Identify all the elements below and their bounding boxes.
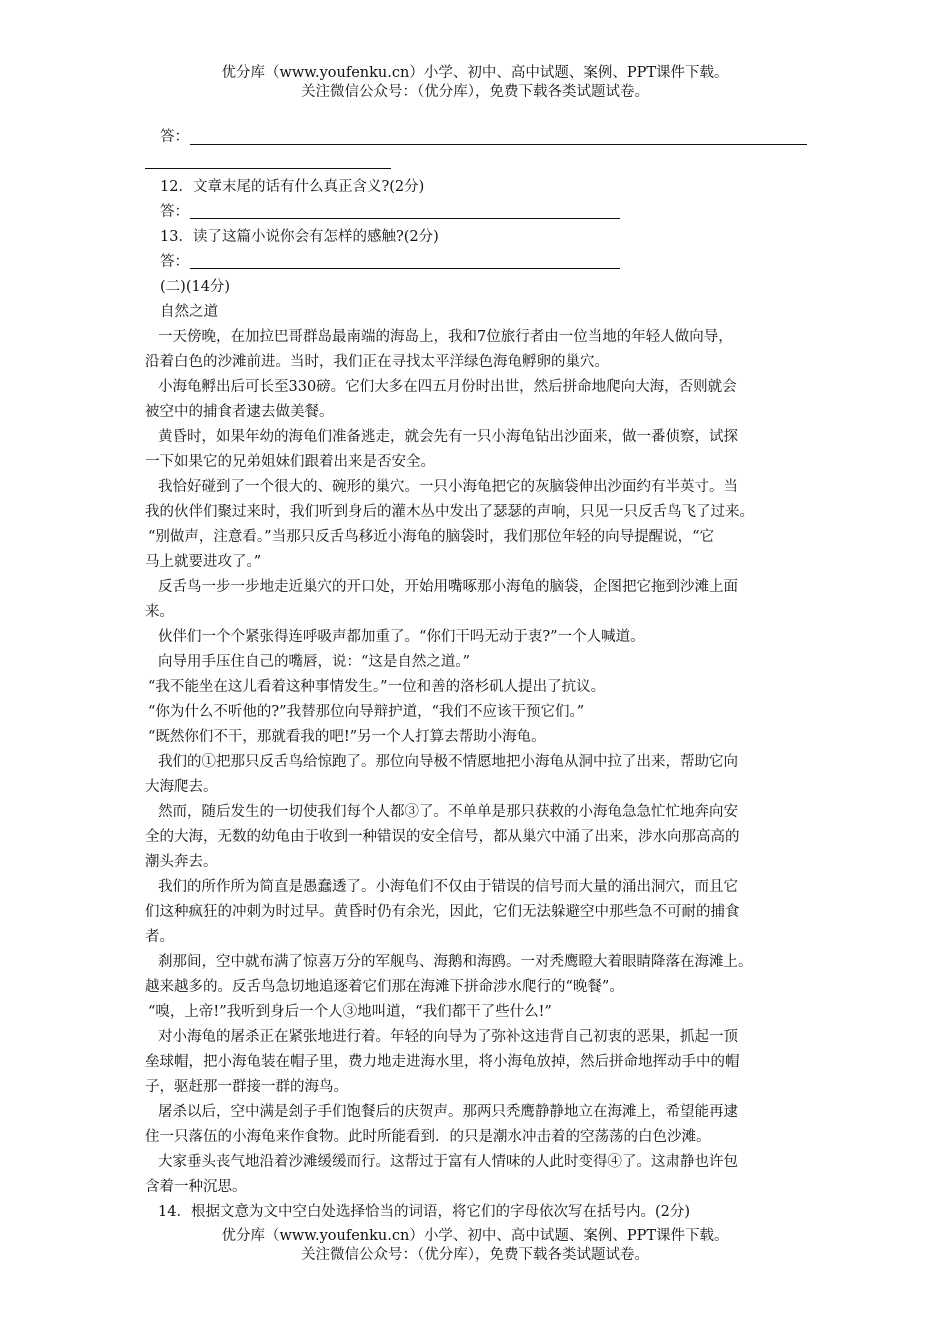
body-line: 者。 xyxy=(145,929,174,945)
footer-line-1: 优分库（www.youfenku.cn）小学、初中、高中试题、案例、PPT课件下载。 xyxy=(221,1228,729,1244)
body-line: “嗅，上帝!”我听到身后一个人③地叫道，“我们都干了些什么!” xyxy=(148,1004,552,1020)
answer-line-11a xyxy=(190,144,807,145)
body-line: 沿着白色的沙滩前进。当时，我们正在寻找太平洋绿色海龟孵卵的巢穴。 xyxy=(145,354,609,370)
header-line-1: 优分库（www.youfenku.cn）小学、初中、高中试题、案例、PPT课件下载。 xyxy=(221,65,729,81)
body-line: 屠杀以后，空中满是刽子手们饱餐后的庆贺声。那两只秃鹰静静地立在海滩上，希望能再逮 xyxy=(158,1104,738,1120)
body-line: “别做声，注意看。”当那只反舌鸟移近小海龟的脑袋时，我们那位年轻的向导提醒说，“它 xyxy=(148,529,714,545)
body-line: 向导用手压住自己的嘴唇，说：“这是自然之道。” xyxy=(158,654,471,670)
body-line: 反舌鸟一步一步地走近巢穴的开口处，开始用嘴啄那小海龟的脑袋，企图把它拖到沙滩上面 xyxy=(158,579,738,595)
question-12: 12．文章末尾的话有什么真正含义?(2分) xyxy=(160,179,425,195)
page-header xyxy=(0,64,950,102)
body-line: 越来越多的。反舌鸟急切地追逐着它们那在海滩下拼命涉水爬行的“晚餐”。 xyxy=(145,979,624,995)
body-line: 马上就要进攻了。” xyxy=(145,554,262,570)
answer-line-11b xyxy=(145,168,391,169)
body-line: 垒球帽，把小海龟装在帽子里，费力地走进海水里，将小海龟放掉，然后拼命地挥动手中的帽 xyxy=(145,1054,740,1070)
body-line: 我们的①把那只反舌鸟给惊跑了。那位向导极不情愿地把小海龟从洞中拉了出来，帮助它向 xyxy=(158,754,738,770)
body-line: 被空中的捕食者逮去做美餐。 xyxy=(145,404,334,420)
body-line: 刹那间，空中就布满了惊喜万分的军舰鸟、海鹅和海鸥。一对秃鹰瞪大着眼睛降落在海滩上。 xyxy=(158,954,753,970)
body-line: “你为什么不听他的?”我替那位向导辩护道，“我们不应该干预它们。” xyxy=(148,704,585,720)
body-line: 我的伙伴们聚过来时，我们听到身后的灌木丛中发出了瑟瑟的声响，只见一只反舌鸟飞了过来。 xyxy=(145,504,754,520)
body-line: “我不能坐在这儿看着这种事情发生。”一位和善的洛杉矶人提出了抗议。 xyxy=(148,679,606,695)
page-footer xyxy=(0,1227,950,1265)
body-line: 黄昏时，如果年幼的海龟们准备逃走，就会先有一只小海龟钻出沙面来，做一番侦察，试探 xyxy=(158,429,738,445)
body-line: 全的大海，无数的幼龟由于收到一种错误的安全信号，都从巢穴中涌了出来，涉水向那高高的 xyxy=(145,829,740,845)
footer-line-2: 关注微信公众号：（优分库），免费下载各类试题试卷。 xyxy=(301,1247,649,1263)
body-line: 小海龟孵出后可长至330磅。它们大多在四五月份时出世，然后拼命地爬向大海，否则就会 xyxy=(158,379,737,395)
question-13: 13．读了这篇小说你会有怎样的感触?(2分) xyxy=(160,229,439,245)
body-line: 一下如果它的兄弟姐妹们跟着出来是否安全。 xyxy=(145,454,435,470)
answer-label-12: 答： xyxy=(160,204,189,220)
body-line: 然而，随后发生的一切使我们每个人都③了。不单单是那只获救的小海龟急急忙忙地奔向安 xyxy=(158,804,738,820)
passage-title: 自然之道 xyxy=(160,304,218,320)
body-line: 住一只落伍的小海龟来作食物。此时所能看到．的只是潮水冲击着的空荡荡的白色沙滩。 xyxy=(145,1129,711,1145)
body-line: 来。 xyxy=(145,604,174,620)
answer-line-12 xyxy=(190,218,620,219)
body-line: 们这种疯狂的冲刺为时过早。黄昏时仍有余光，因此，它们无法躲避空中那些急不可耐的捕食 xyxy=(145,904,740,920)
body-line: 一天傍晚，在加拉巴哥群岛最南端的海岛上，我和7位旅行者由一位当地的年轻人做向导， xyxy=(158,329,733,345)
body-line: 大家垂头丧气地沿着沙滩缓缓而行。这帮过于富有人情味的人此时变得④了。这肃静也许包 xyxy=(158,1154,738,1170)
body-line: 对小海龟的屠杀正在紧张地进行着。年轻的向导为了弥补这违背自己初衷的恶果，抓起一顶 xyxy=(158,1029,738,1045)
body-line: “既然你们不干，那就看我的吧!”另一个人打算去帮助小海龟。 xyxy=(148,729,546,745)
body-line: 子，驱赶那一群接一群的海鸟。 xyxy=(145,1079,348,1095)
question-14: 14．根据文意为文中空白处选择恰当的词语，将它们的字母依次写在括号内。(2分) xyxy=(158,1204,690,1220)
body-line: 潮头奔去。 xyxy=(145,854,218,870)
answer-line-13 xyxy=(190,268,620,269)
body-line: 大海爬去。 xyxy=(145,779,218,795)
header-line-2: 关注微信公众号：（优分库），免费下载各类试题试卷。 xyxy=(301,84,649,100)
answer-label-11: 答： xyxy=(160,129,189,145)
body-line: 我们的所作所为简直是愚蠢透了。小海龟们不仅由于错误的信号而大量的涌出洞穴，而且它 xyxy=(158,879,738,895)
body-line: 我恰好碰到了一个很大的、碗形的巢穴。一只小海龟把它的灰脑袋伸出沙面约有半英寸。当 xyxy=(158,479,738,495)
body-line: 伙伴们一个个紧张得连呼吸声都加重了。“你们干吗无动于衷?”一个人喊道。 xyxy=(158,629,645,645)
section-heading: (二)(14分) xyxy=(160,279,231,295)
body-line: 含着一种沉思。 xyxy=(145,1179,247,1195)
answer-label-13: 答： xyxy=(160,254,189,270)
